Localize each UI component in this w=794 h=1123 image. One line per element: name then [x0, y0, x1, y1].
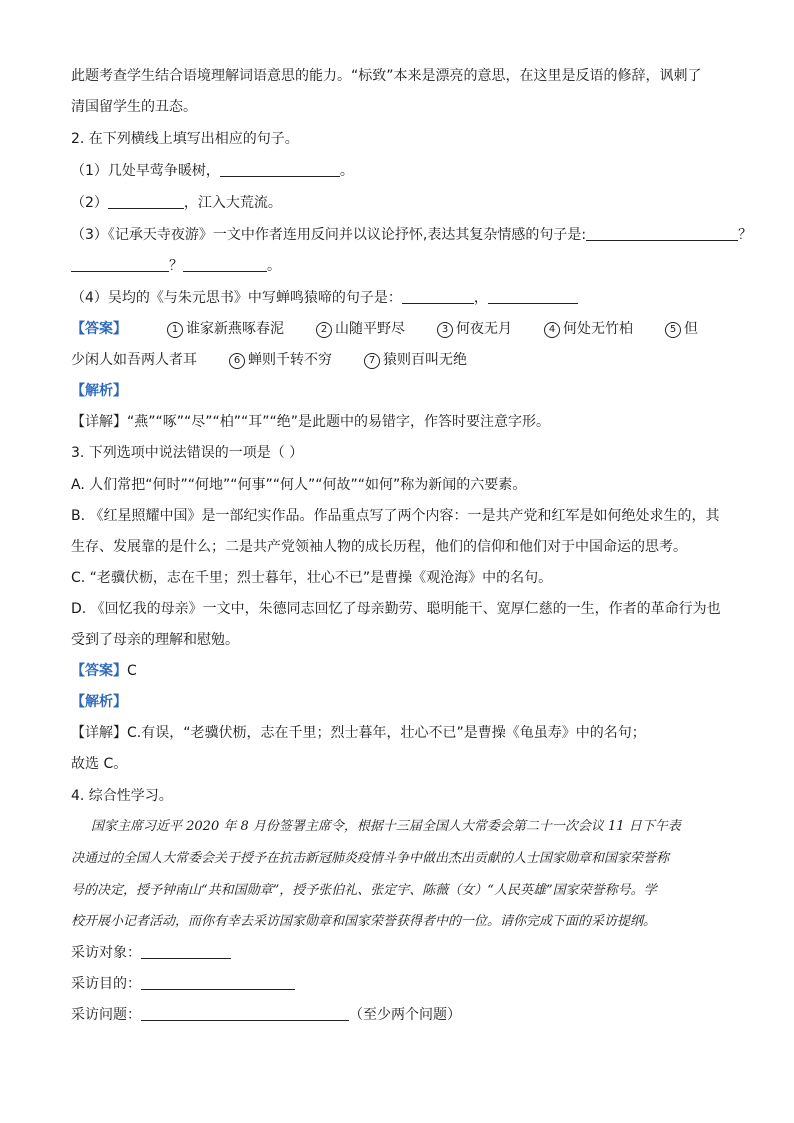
q2-s3-blank-3[interactable]: [183, 257, 267, 272]
q2-s1-end: 。: [339, 163, 354, 179]
q4-title: 4. 综合性学习。: [71, 788, 173, 804]
circled-number: 6: [229, 353, 245, 369]
q3-analysis-tag: 【解析】: [71, 694, 127, 710]
answer-item-2: 2 山随平野尽: [316, 321, 405, 337]
interview-purpose-blank[interactable]: [141, 975, 295, 990]
circled-number: 1: [167, 322, 183, 338]
answer-value: C: [127, 663, 137, 679]
q2-answer-line-1: [71, 319, 698, 339]
q2-s1-text: （1）几处早莺争暖树，: [71, 163, 220, 179]
q2-title: 2. 在下列横线上填写出相应的句子。: [71, 131, 299, 147]
q3-option-b-line-1: B. 《红星照耀中国》是一部纪实作品。作品重点写了两个内容：一是共产党和红军是如何绝处求生的，其: [71, 508, 720, 524]
answer-item-3: 3 何夜无月: [437, 321, 512, 337]
q4-passage-line-2: 决通过的全国人大常委会关于授予在抗击新冠肺炎疫情斗争中做出杰出贡献的人士国家勋章和国家荣誉称: [71, 851, 670, 866]
field-label: 采访目的：: [71, 976, 141, 992]
q4-passage-line-1: 国家主席习近平 2020 年 8 月份签署主席令，根据十三届全国人大常委会第二十一次会议 11 日下午表: [91, 819, 681, 834]
q3-conclusion: 故选 C。: [71, 756, 128, 772]
q2-s4-text: （4）吴均的《与朱元思书》中写蝉鸣猿啼的句子是：: [71, 290, 402, 306]
q2-sentence-3-cont: [71, 256, 281, 276]
interview-subject-blank[interactable]: [141, 944, 231, 959]
answer-item-4: 4 何处无竹柏: [544, 321, 633, 337]
q3-option-c: C. “老骥伏枥，志在千里；烈士暮年，壮心不已”是曹操《观沧海》中的名句。: [71, 570, 553, 586]
q2-s1-blank[interactable]: [220, 162, 340, 177]
q3-option-d-line-2: 受到了母亲的理解和慰勉。: [71, 632, 239, 648]
interview-purpose-field: [71, 974, 295, 994]
answer-item-5: 5 但: [665, 321, 698, 337]
q3-option-b-line-2: 生存、发展靠的是什么；二是共产党领袖人物的成长历程，他们的信仰和他们对于中国命运的思考。: [71, 539, 687, 555]
answer-tag: 【答案】: [71, 321, 127, 337]
q3-answer: [71, 661, 137, 681]
intro-line-2: 清国留学生的丑态。: [71, 99, 197, 115]
q2-sentence-4: [71, 288, 578, 308]
q2-s3-end: 。: [267, 258, 281, 274]
intro-line-1: 此题考查学生结合语境理解词语意思的能力。“标致”本来是漂亮的意思，在这里是反语的修辞，讽刺了: [71, 68, 702, 84]
circled-number: 5: [665, 322, 681, 338]
q2-sentence-3: [71, 225, 752, 245]
interview-subject-field: [71, 943, 231, 963]
answer-item-6: 6 蝉则千转不穷: [229, 352, 332, 368]
q2-s4-blank-2[interactable]: [488, 289, 578, 304]
q2-s3-blank-2[interactable]: [71, 257, 169, 272]
q2-s4-blank-1[interactable]: [402, 289, 474, 304]
interview-questions-blank[interactable]: [141, 1006, 349, 1021]
q2-s2-blank[interactable]: [108, 194, 184, 209]
circled-number: 2: [316, 322, 332, 338]
q2-s3-q2: ？: [169, 258, 183, 274]
q2-s2-start: （2）: [71, 195, 108, 211]
q2-s3-text: （3）《记承天寺夜游》一文中作者连用反问并以议论抒怀,表达其复杂情感的句子是:: [71, 227, 587, 243]
q2-s2-end: ，江入大荒流。: [183, 195, 282, 211]
q4-passage-line-3: 号的决定，授予钟南山“共和国勋章”，授予张伯礼、张定宇、陈薇（女）“人民英雄”国家荣誉称号。学: [71, 883, 657, 898]
q2-sentence-1: [71, 161, 354, 181]
q2-analysis-tag: 【解析】: [71, 383, 127, 399]
q2-sentence-2: [71, 193, 282, 213]
q3-title: 3. 下列选项中说法错误的一项是（ ）: [71, 445, 304, 461]
field-label: 采访对象：: [71, 945, 141, 961]
q2-s4-comma: ，: [473, 290, 488, 306]
answer-item-1: 1 谁家新燕啄春泥: [167, 321, 284, 337]
circled-number: 3: [437, 322, 453, 338]
circled-number: 7: [364, 353, 380, 369]
answer-tag: 【答案】: [71, 663, 127, 679]
q2-detail: 【详解】“燕”“啄”“尽”“柏”“耳”“绝”是此题中的易错字，作答时要注意字形。: [71, 414, 551, 430]
q4-passage-line-4: 校开展小记者活动，而你有幸去采访国家勋章和国家荣誉获得者中的一位。请你完成下面的采访提纲。: [71, 914, 657, 929]
q3-option-a: A. 人们常把“何时”“何地”“何事”“何人”“何故”“如何”称为新闻的六要素。: [71, 477, 527, 493]
q3-detail: 【详解】C.有误，“老骥伏枥，志在千里；烈士暮年，壮心不已”是曹操《龟虽寿》中的名句；: [71, 725, 646, 741]
q2-s3-blank-1[interactable]: [586, 226, 738, 241]
circled-number: 4: [544, 322, 560, 338]
answer-item-7: 7 猿则百叫无绝: [364, 352, 467, 368]
answer-item-5-cont: 少闲人如吾两人者耳: [71, 352, 197, 368]
q2-answer-line-2: [71, 350, 467, 370]
field-label: 采访问题：: [71, 1007, 141, 1023]
q2-s3-q1: ？: [738, 227, 753, 243]
q3-option-d-line-1: D. 《回忆我的母亲》一文中，朱德同志回忆了母亲勤劳、聪明能干、宽厚仁慈的一生，作者的革命行为也: [71, 601, 721, 617]
field-note: （至少两个问题）: [349, 1007, 461, 1023]
interview-questions-field: [71, 1005, 461, 1025]
